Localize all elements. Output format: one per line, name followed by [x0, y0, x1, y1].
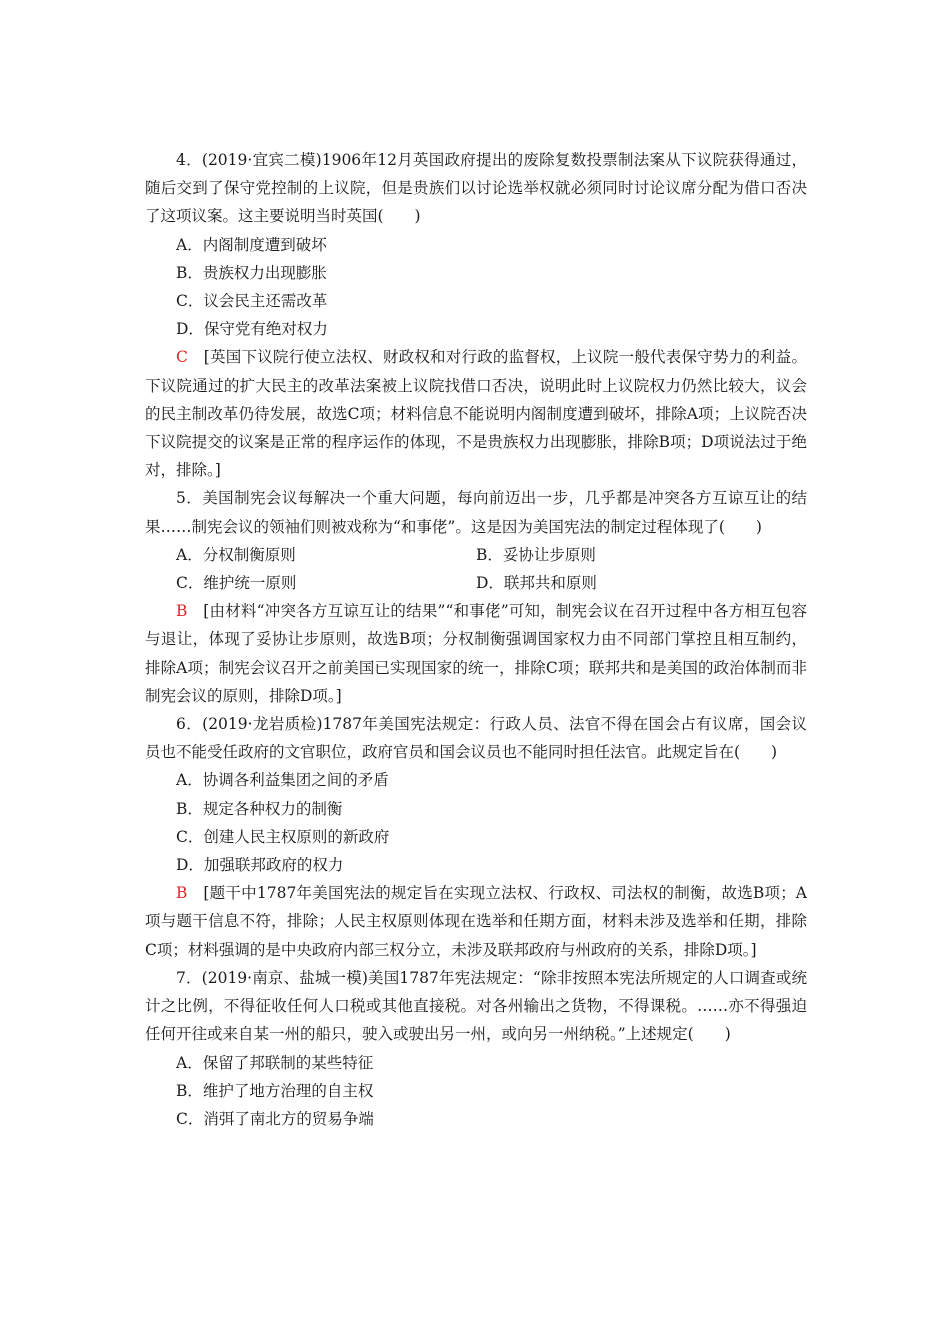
question-5-option-c: C．维护统一原则 [176, 574, 297, 593]
question-4-option-b: B．贵族权力出现膨胀 [176, 263, 327, 282]
question-5-stem: 5．美国制宪会议每解决一个重大问题，每向前迈出一步，几乎都是冲突各方互谅互让的结果……制宪会议的领袖们则被戏称为“和事佬”。这是因为美国宪法的制定过程体现了( ) [145, 489, 807, 536]
question-6-option-d: D．加强联邦政府的权力 [176, 856, 344, 875]
answer-explanation: [英国下议院行使立法权、财政权和对行政的监督权，上议院一般代表保守势力的利益。下议院通过的扩大民主的改革法案被上议院找借口否决，说明此时上议院权力仍然比较大，议会的民主制改革仍待发展，故选C项；材料信息不能说明内阁制度遭到破坏，排除A项；上议院否决下议院提交的议案是正常的程序运作的体现，不是贵族权力出现膨胀，排除B项；D项说法过于绝对，排除。] [145, 348, 807, 480]
question-5-option-b: B．妥协让步原则 [476, 545, 596, 564]
question-7-stem: 7．(2019·南京、盐城一模)美国1787年宪法规定：“除非按照本宪法所规定的人口调查或统计之比例，不得征收任何人口税或其他直接税。对各州输出之货物，不得课税。……亦不得强迫任何开往或来自某一州的船只，驶入或驶出另一州，或向另一州纳税。”上述规定( ) [145, 968, 807, 1044]
question-6-option-a: A．协调各利益集团之间的矛盾 [176, 771, 389, 790]
question-5-answer [145, 597, 807, 710]
question-6-stem: 6．(2019·龙岩质检)1787年美国宪法规定：行政人员、法官不得在国会占有议席，国会议员也不能受任政府的文官职位，政府官员和国会议员也不能同时担任法官。此规定旨在( ) [145, 715, 807, 762]
answer-explanation: [题干中1787年美国宪法的规定旨在实现立法权、行政权、司法权的制衡，故选B项；A项与题干信息不符，排除；人民主权原则体现在选举和任期方面，材料未涉及选举和任期，排除C项；材料强调的是中央政府内部三权分立，未涉及联邦政府与州政府的关系，排除D项。] [145, 884, 807, 959]
question-6-answer [145, 879, 807, 964]
question-4-option-a: A．内阁制度遭到破坏 [176, 235, 327, 254]
question-4-option-d: D．保守党有绝对权力 [176, 320, 328, 339]
question-5-option-d: D．联邦共和原则 [476, 574, 597, 593]
question-4-answer [145, 343, 807, 484]
question-7-option-a: A．保留了邦联制的某些特征 [176, 1053, 374, 1072]
question-4-stem: 4．(2019·宜宾二模)1906年12月英国政府提出的废除复数投票制法案从下议院获得通过，随后交到了保守党控制的上议院，但是贵族们以讨论选举权就必须同时讨论议席分配为借口否决了这项议案。这主要说明当时英国( ) [145, 151, 807, 226]
question-5-option-a: A．分权制衡原则 [176, 545, 296, 564]
answer-letter: B [176, 884, 188, 903]
question-7-option-c: C．消弭了南北方的贸易争端 [176, 1109, 374, 1128]
question-5-options-row-1 [145, 541, 807, 569]
question-6-option-b: B．规定各种权力的制衡 [176, 799, 343, 818]
answer-explanation: [由材料“冲突各方互谅互让的结果”“和事佬”可知，制宪会议在召开过程中各方相互包容与退让，体现了妥协让步原则，故选B项；分权制衡强调国家权力由不同部门掌控且相互制约，排除A项；制宪会议召开之前美国已实现国家的统一，排除C项；联邦共和是美国的政治体制而非制宪会议的原则，排除D项。] [145, 602, 807, 705]
question-5-options-row-2 [145, 569, 807, 597]
question-4-option-c: C．议会民主还需改革 [176, 292, 328, 311]
question-7-option-b: B．维护了地方治理的自主权 [176, 1081, 374, 1100]
document-page [145, 146, 807, 1133]
answer-letter: B [176, 602, 188, 621]
question-6-option-c: C．创建人民主权原则的新政府 [176, 827, 390, 846]
answer-letter: C [176, 348, 188, 367]
